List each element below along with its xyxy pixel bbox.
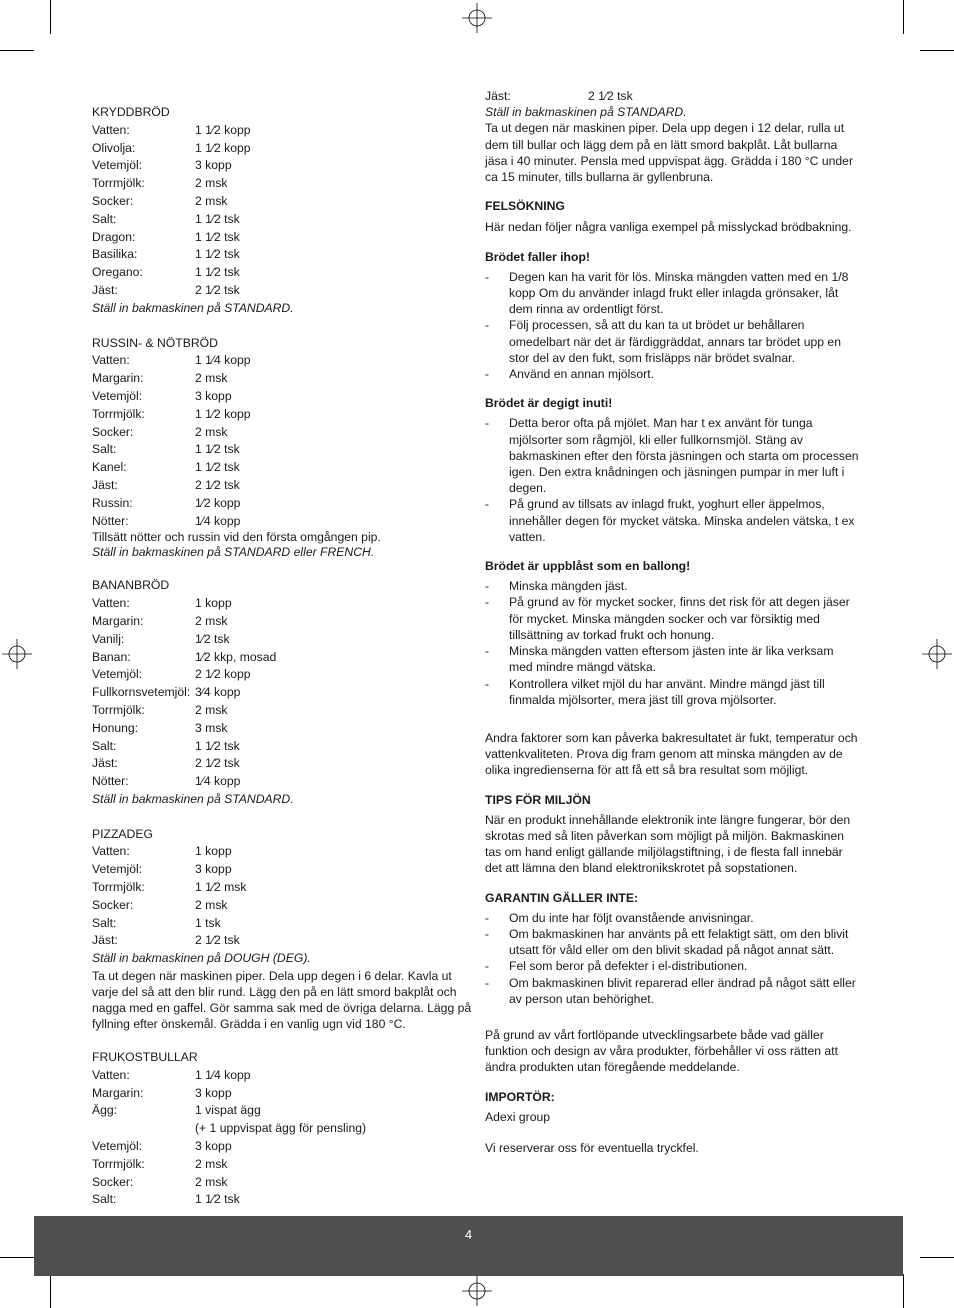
recipe-russin-notbrod [92, 335, 472, 561]
ingredient-row: Vatten: 1 kopp [92, 844, 232, 859]
registration-mark-icon [2, 639, 32, 669]
problem-list [485, 269, 860, 382]
ingredient-row: Vetemjöl: 3 kopp [92, 388, 232, 403]
section-intro: Här nedan följer några vanliga exempel på misslyckad brödbakning. [485, 220, 852, 235]
list-item: - På grund av för mycket socker, finns det risk för att degen jäser för mycket. Minska mängden socker och var försiktig med tillsättning av torkad frukt och honung. [485, 594, 860, 643]
list-item: - Minska mängden vatten eftersom jästen inte är lika verksam med mindre mängd vätska. [485, 643, 860, 675]
machine-setting-note: Ställ in bakmaskinen på STANDARD. [92, 791, 294, 806]
ingredient-row: Basilika: 1 1⁄2 tsk [92, 247, 240, 262]
ingredient-row: Salt: 1 1⁄2 tsk [92, 738, 240, 753]
ingredient-row: Jäst: 2 1⁄2 tsk [92, 477, 240, 492]
list-item: - Om bakmaskinen har använts på ett felaktigt sätt, om den blivit utsatt för våld eller om den blivit skadad på något annat sätt. [485, 926, 860, 958]
registration-mark-icon [462, 3, 492, 33]
machine-setting-note: Ställ in bakmaskinen på STANDARD. [92, 300, 294, 315]
problem-list [485, 415, 860, 545]
crop-mark [50, 1274, 51, 1308]
ingredient-list [92, 595, 472, 791]
list-item: - På grund av tillsats av inlagd frukt, yoghurt eller äppelmos, innehåller degen för mycket vätska. Minska andelen vätska, t ex vatten. [485, 496, 860, 545]
problem-group [485, 249, 860, 383]
ingredient-row: Jäst: 2 1⁄2 tsk [485, 89, 633, 103]
crop-mark [0, 1257, 34, 1258]
page-footer [34, 1216, 903, 1276]
disclaimer: På grund av vårt fortlöpande utvecklingsarbete både vad gäller funktion och design av våra produkter, förbehåller vi oss rätten att ändra produkten utan föregående meddelande. [485, 1027, 838, 1075]
recipe-frukostbullar-continued [485, 88, 860, 185]
importer-name: Adexi group [485, 1109, 551, 1124]
list-item: - Fel som beror på defekter i el-distributionen. [485, 958, 860, 974]
problem-title: Brödet är uppblåst som en ballong! [485, 559, 691, 574]
ingredient-list [92, 1067, 472, 1209]
recipe-instruction: Ta ut degen när maskinen piper. Dela upp degen i 6 delar. Kavla ut varje del så att den blir rund. Lägg den på en lätt smord bakplåt och nagga med en gaffel. Gör samma sak med de övriga delarna. Lägg på fyllning efter önskemål. Grädda i en vanlig ugn vid 180 °C. [92, 969, 472, 1032]
ingredient-row: Oregano: 1 1⁄2 tsk [92, 265, 240, 280]
section-text: När en produkt innehållande elektronik inte längre fungerar, bör den skrotas med så liten påverkan som möjligt på miljön. Bakmaskinen tas om hand enligt gällande miljölagstiftning, i de flesta fall innebär det att lämna den bland elektronikskrotet på sopstationen. [485, 812, 851, 876]
recipe-pizzadeg [92, 826, 472, 1032]
warranty-list [485, 910, 860, 1007]
ingredient-row: Vatten: 1 1⁄2 kopp [92, 122, 251, 137]
recipe-instruction: Ta ut degen när maskinen piper. Dela upp degen i 12 delar, rulla ut dem till bullar och lägg dem på en lätt smord bakplåt. Låt bullarna jäsa i 40 minuter. Pensla med uppvispat ägg. Grädda i 180 °C under ca 15 minuter, tills bullarna är gyllenbruna. [485, 121, 854, 185]
ingredient-row: Vatten: 1 kopp [92, 596, 232, 611]
ingredient-row: Salt: 1 1⁄2 tsk [92, 211, 240, 226]
crop-mark [50, 0, 51, 34]
recipe-title: FRUKOSTBULLAR [92, 1050, 198, 1065]
list-item: - Minska mängden jäst. [485, 578, 860, 594]
ingredient-row: Olivolja: 1 1⁄2 kopp [92, 140, 251, 155]
list-item: - Kontrollera vilket mjöl du har använt. Mindre mängd jäst till finmalda mjölsorter, mera jäst till grova mjölsorter. [485, 676, 860, 708]
ingredient-row: Vatten: 1 1⁄4 kopp [92, 1067, 251, 1082]
ingredient-extra: (+ 1 uppvispat ägg för pensling) [195, 1121, 367, 1136]
crop-mark [920, 1257, 954, 1258]
list-item: - Om du inte har följt ovanstående anvisningar. [485, 910, 860, 926]
ingredient-row: Salt: 1 tsk [92, 915, 221, 930]
recipe-title: PIZZADEG [92, 826, 153, 841]
ingredient-row: Margarin: 3 kopp [92, 1085, 232, 1100]
ingredient-row: Ägg: 1 vispat ägg [92, 1103, 261, 1118]
recipe-title: BANANBRÖD [92, 578, 170, 593]
ingredient-row: Vetemjöl: 3 kopp [92, 1139, 232, 1154]
ingredient-row: Socker: 2 msk [92, 897, 228, 912]
recipe-kryddbrod [92, 104, 472, 318]
tips-section [485, 792, 860, 877]
problem-group [485, 558, 860, 708]
problem-title: Brödet faller ihop! [485, 249, 590, 264]
ingredient-row: Jäst: 2 1⁄2 tsk [92, 933, 240, 948]
ingredient-row: Torrmjölk: 2 msk [92, 176, 228, 191]
section-title: IMPORTÖR: [485, 1089, 555, 1104]
problem-group [485, 395, 860, 545]
ingredient-row: Torrmjölk: 1 1⁄2 msk [92, 880, 247, 895]
ingredient-row: Honung: 3 msk [92, 720, 228, 735]
machine-setting-note: Ställ in bakmaskinen på STANDARD. [485, 105, 687, 120]
section-title: GARANTIN GÄLLER INTE: [485, 890, 639, 905]
recipe-instruction: Tillsätt nötter och russin vid den första omgången pip. [92, 530, 381, 545]
crop-mark [903, 1274, 904, 1308]
garantin-section [485, 890, 860, 1076]
list-item: - Följ processen, så att du kan ta ut brödet ur behållaren omedelbart när det är färdiggräddat, annars tar brödet upp en stor del av den fukt, som frisläpps när brödet svalnar. [485, 317, 860, 366]
ingredient-row: Vatten: 1 1⁄4 kopp [92, 353, 251, 368]
ingredient-row: Torrmjölk: 1 1⁄2 kopp [92, 406, 251, 421]
machine-setting-note: Ställ in bakmaskinen på STANDARD eller FRENCH. [92, 545, 375, 560]
recipe-title: RUSSIN- & NÖTBRÖD [92, 335, 218, 350]
ingredient-row: Socker: 2 msk [92, 424, 228, 439]
problem-title: Brödet är degigt inuti! [485, 396, 613, 411]
ingredient-row: Russin: 1⁄2 kopp [92, 495, 241, 510]
section-title: TIPS FÖR MILJÖN [485, 792, 591, 807]
felsokning-section [485, 198, 860, 778]
registration-mark-icon [462, 1276, 492, 1306]
ingredient-row: Salt: 1 1⁄2 tsk [92, 442, 240, 457]
ingredient-row: Vetemjöl: 2 1⁄2 kopp [92, 667, 251, 682]
list-item: - Detta beror ofta på mjölet. Man har t ex använt för tunga mjölsorter som rågmjöl, kli eller fullkornsmjöl. Stäng av bakmaskinen efter den första jäsningen och starta om processen igen. Den extra knådningen och jäsningen pumpar in mer luft i degen. [485, 415, 860, 496]
ingredient-row: Vetemjöl: 3 kopp [92, 862, 232, 877]
ingredient-row: Vetemjöl: 3 kopp [92, 158, 232, 173]
ingredient-row: Socker: 2 msk [92, 1174, 228, 1189]
recipe-bananbrod [92, 577, 472, 808]
importor-section [485, 1089, 860, 1157]
list-item: - Använd en annan mjölsort. [485, 366, 860, 382]
ingredient-list [92, 352, 472, 530]
list-item: - Om bakmaskinen blivit reparerad eller ändrad på något sätt eller av person utan behörighet. [485, 975, 860, 1007]
recipe-frukostbullar [92, 1049, 472, 1209]
registration-mark-icon [922, 639, 952, 669]
ingredient-row: Jäst: 2 1⁄2 tsk [92, 282, 240, 297]
ingredient-row: Torrmjölk: 2 msk [92, 1156, 228, 1171]
section-outro: Andra faktorer som kan påverka bakresultatet är fukt, temperatur och vattenkvaliteten. Prova dig fram genom att minska mängden av de olika ingredienserna för att få ett så bra resultat som möjligt. [485, 730, 858, 778]
crop-mark [903, 0, 904, 34]
ingredient-row: Nötter: 1⁄4 kopp [92, 513, 241, 528]
ingredient-row: Torrmjölk: 2 msk [92, 702, 228, 717]
ingredient-row: Margarin: 2 msk [92, 371, 228, 386]
section-title: FELSÖKNING [485, 199, 565, 214]
ingredient-row: Banan: 1⁄2 kkp, mosad [92, 649, 277, 664]
recipe-title: KRYDDBRÖD [92, 105, 170, 119]
ingredient-row: Dragon: 1 1⁄2 tsk [92, 229, 240, 244]
ingredient-row: Vanilj: 1⁄2 tsk [92, 631, 230, 646]
crop-mark [0, 50, 34, 51]
ingredient-row: Salt: 1 1⁄2 tsk [92, 1192, 240, 1207]
ingredient-row: Jäst: 2 1⁄2 tsk [92, 756, 240, 771]
printing-note: Vi reserverar oss för eventuella tryckfel. [485, 1140, 699, 1155]
machine-setting-note: Ställ in bakmaskinen på DOUGH (DEG). [92, 951, 311, 966]
list-item: - Degen kan ha varit för lös. Minska mängden vatten med en 1/8 kopp Om du använder inlagd frukt eller inlagda grönsaker, låt dem rinna av ordentligt först. [485, 269, 860, 318]
ingredient-row: Kanel: 1 1⁄2 tsk [92, 460, 240, 475]
left-column [92, 104, 472, 1209]
page-number: 4 [464, 1227, 473, 1242]
ingredient-row: Nötter: 1⁄4 kopp [92, 774, 241, 789]
ingredient-list [92, 843, 472, 950]
right-column [485, 88, 860, 1156]
ingredient-row: Fullkornsvetemjöl: 3⁄4 kopp [92, 685, 241, 700]
ingredient-row: Margarin: 2 msk [92, 613, 228, 628]
ingredient-row: Socker: 2 msk [92, 193, 228, 208]
problem-list [485, 578, 860, 708]
crop-mark [920, 50, 954, 51]
ingredient-list [92, 122, 472, 300]
